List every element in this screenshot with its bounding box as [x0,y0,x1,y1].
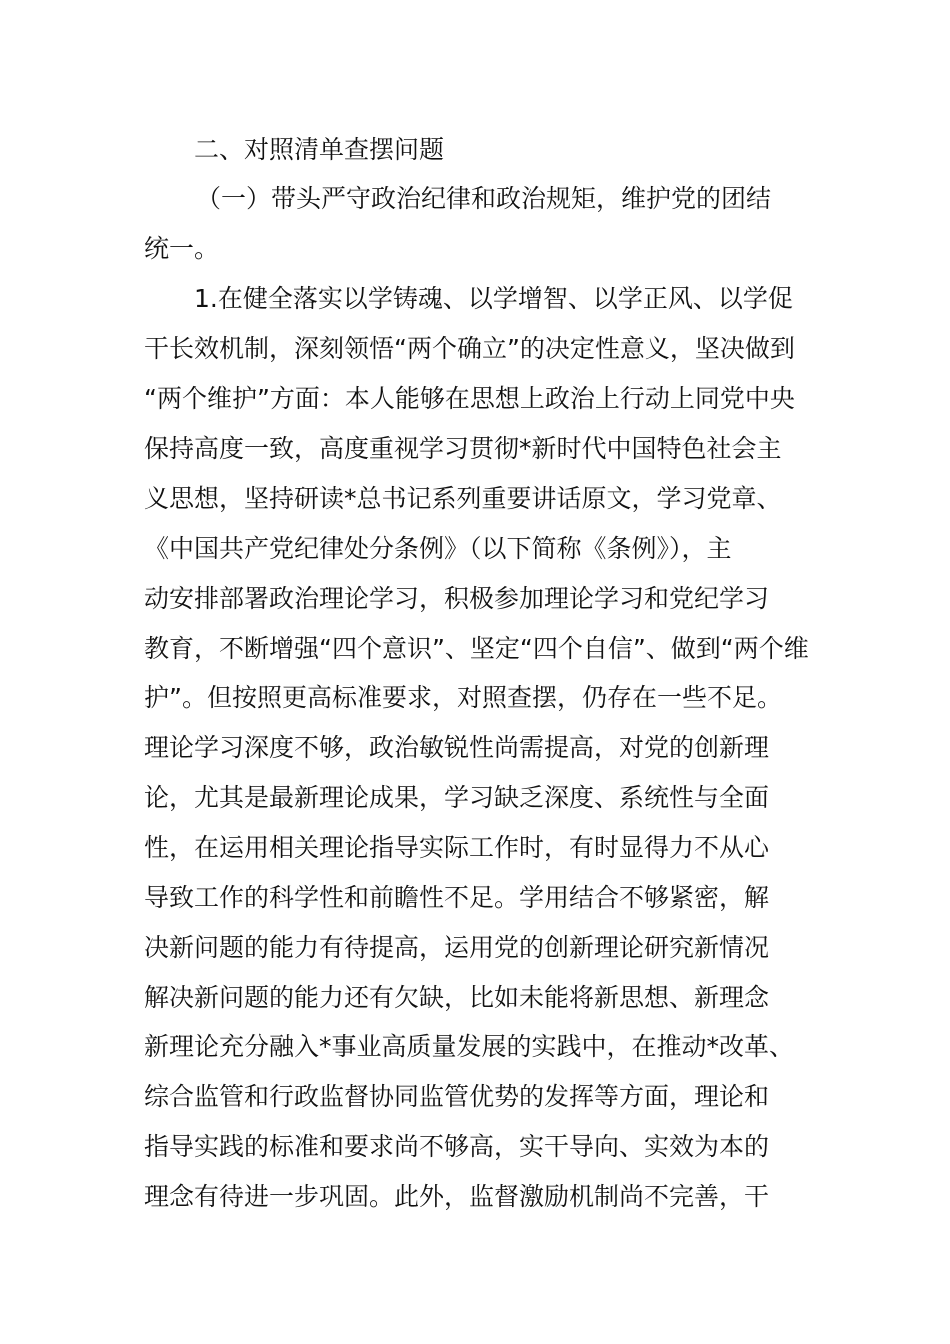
paragraph-line: “两个维护”方面：本人能够在思想上政治上行动上同党中央 [144,384,795,413]
paragraph-line: 论，尤其是最新理论成果，学习缺乏深度、系统性与全面 [144,783,770,812]
paragraph-line: 保持高度一致，高度重视学习贯彻*新时代中国特色社会主 [144,434,782,463]
paragraph-line: 解决新问题的能力还有欠缺，比如未能将新思想、新理念 [144,983,770,1012]
paragraph-line: 决新问题的能力有待提高，运用党的创新理论研究新情况 [144,933,770,962]
paragraph-line: 护”。但按照更高标准要求，对照查摆，仍存在一些不足。 [144,683,782,712]
paragraph-line: 教育，不断增强“四个意识”、坚定“四个自信”、做到“两个维 [144,634,809,663]
paragraph-line: 理论学习深度不够，政治敏锐性尚需提高，对党的创新理 [144,733,770,762]
paragraph-line: 性，在运用相关理论指导实际工作时，有时显得力不从心 [144,833,770,862]
paragraph-line: 义思想，坚持研读*总书记系列重要讲话原文，学习党章、 [144,484,782,513]
subsection-heading: （一）带头严守政治纪律和政治规矩，维护党的团结 [196,184,772,213]
paragraph-line: 1.在健全落实以学铸魂、以学增智、以学正风、以学促 [194,284,793,313]
paragraph-line: 导致工作的科学性和前瞻性不足。学用结合不够紧密，解 [144,883,770,912]
paragraph-line: 动安排部署政治理论学习，积极参加理论学习和党纪学习 [144,584,770,613]
paragraph-line: 新理论充分融入*事业高质量发展的实践中，在推动*改革、 [144,1032,795,1061]
paragraph-line: 理念有待进一步巩固。此外，监督激励机制尚不完善，干 [144,1182,770,1211]
section-heading: 二、对照清单查摆问题 [194,135,445,164]
paragraph-line: 综合监管和行政监督协同监管优势的发挥等方面，理论和 [144,1082,770,1111]
paragraph-line: 干长效机制，深刻领悟“两个确立”的决定性意义，坚决做到 [144,334,795,363]
subsection-heading-continued: 统一。 [144,234,220,263]
paragraph-line: 《中国共产党纪律处分条例》（以下简称《条例》），主 [144,534,732,563]
paragraph-line: 指导实践的标准和要求尚不够高，实干导向、实效为本的 [144,1132,770,1161]
